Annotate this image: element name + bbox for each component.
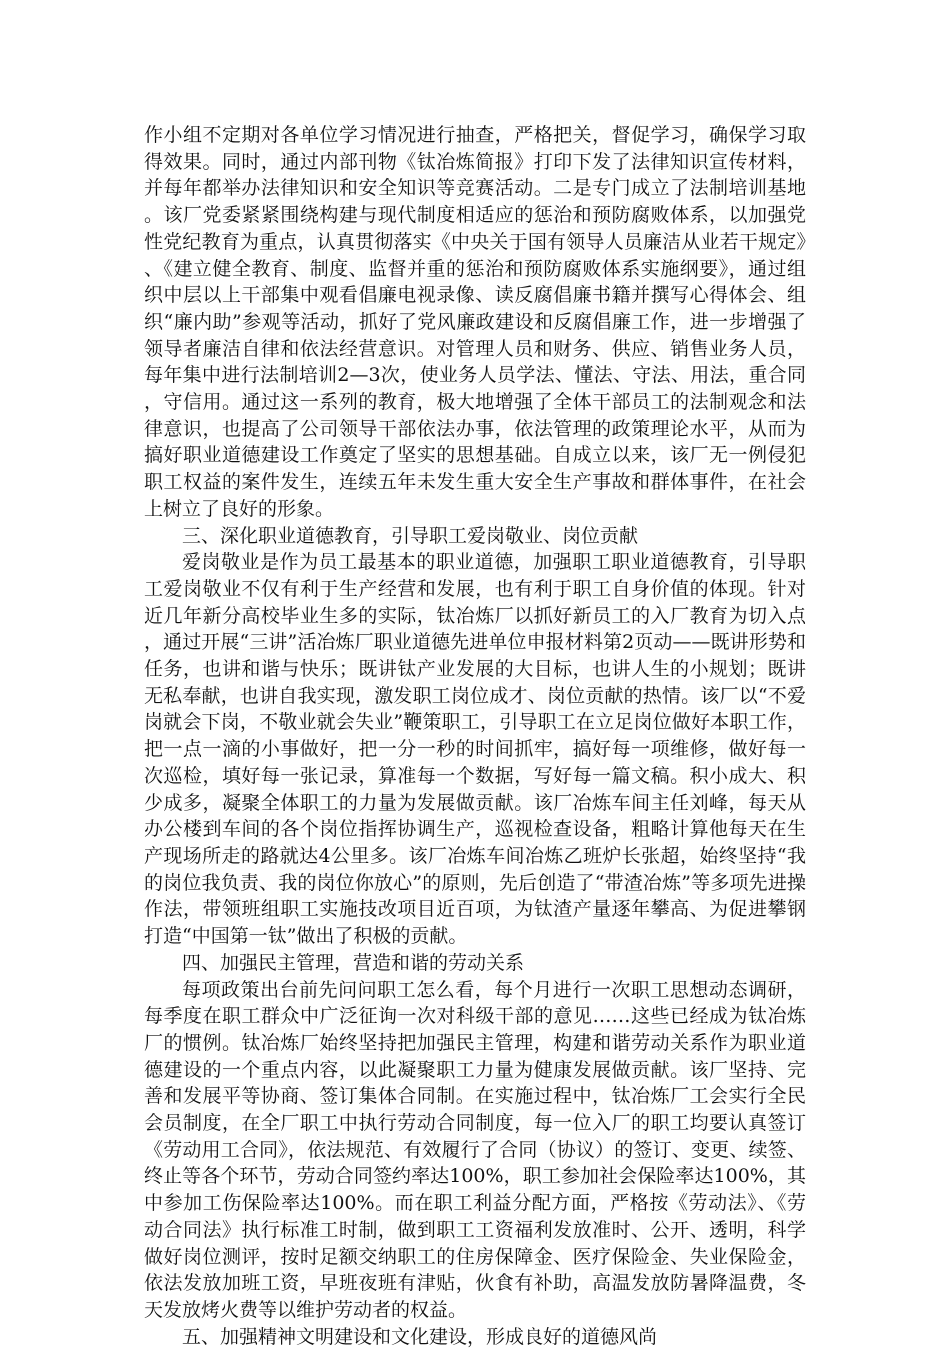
section-heading: 五、加强精神文明建设和文化建设，形成良好的道德风尚 — [182, 1325, 658, 1348]
body-paragraph: 作小组不定期对各单位学习情况进行抽查，严格把关，督促学习，确保学习取得效果。同时，通过内部刊物《钛冶炼简报》打印下发了法律知识宣传材料，并每年都举办法律知识和安全知识等竞赛活动。二是专门成立了法制培训基地。该厂党委紧紧围绕构建与现代制度相适应的惩治和预防腐败体系，以加强党性党纪教育为重点，认真贯彻落实《中央关于国有领导人员廉洁从业若干规定》、《建立健全教育、制度、监督并重的惩治和预防腐败体系实施纲要》，通过组织中层以上干部集中观看倡廉电视录像、读反腐倡廉书籍并撰写心得体会、组织“廉内助”参观等活动，抓好了党风廉政建设和反腐倡廉工作，进一步增强了领导者廉洁自律和依法经营意识。对管理人员和财务、供应、销售业务人员，每年集中进行法制培训2—3次，使业务人员学法、懂法、守法、用法，重合同，守信用。通过这一系列的教育，极大地增强了全体干部员工的法制观念和法律意识，也提高了公司领导干部依法办事，依法管理的政策理论水平，从而为搞好职业道德建设工作奠定了坚实的思想基础。自成立以来，该厂无一例侵犯职工权益的案件发生，连续五年未发生重大安全生产事故和群体事件，在社会上树立了良好的形象。 — [144, 124, 806, 520]
body-paragraph: 每项政策出台前先问问职工怎么看，每个月进行一次职工思想动态调研，每季度在职工群众中广泛征询一次对科级干部的意见……这些已经成为钛冶炼厂的惯例。钛冶炼厂始终坚持把加强民主管理，构建和谐劳动关系作为职业道德建设的一个重点内容，以此凝聚职工力量为健康发展做贡献。该厂坚持、完善和发展平等协商、签订集体合同制。在实施过程中，钛冶炼厂工会实行全民会员制度，在全厂职工中执行劳动合同制度，每一位入厂的职工均要认真签订《劳动用工合同》，依法规范、有效履行了合同（协议）的签订、变更、续签、终止等各个环节，劳动合同签约率达100%，职工参加社会保险率达100%，其中参加工伤保险率达100%。而在职工利益分配方面，严格按《劳动法》、《劳动合同法》执行标准工时制，做到职工工资福利发放准时、公开、透明，科学做好岗位测评，按时足额交纳职工的住房保障金、医疗保险金、失业保险金，依法发放加班工资，早班夜班有津贴，伙食有补助，高温发放防暑降温费，冬天发放烤火费等以维护劳动者的权益。 — [144, 978, 806, 1321]
section-heading: 四、加强民主管理，营造和谐的劳动关系 — [182, 951, 525, 974]
section-heading: 三、深化职业道德教育，引导职工爱岗敬业、岗位贡献 — [182, 524, 639, 547]
body-paragraph: 爱岗敬业是作为员工最基本的职业道德，加强职工职业道德教育，引导职工爱岗敬业不仅有利于生产经营和发展，也有利于职工自身价值的体现。针对近几年新分高校毕业生多的实际，钛冶炼厂以抓好新员工的入厂教育为切入点，通过开展“三讲”活冶炼厂职业道德先进单位申报材料第2页动——既讲形势和任务，也讲和谐与快乐；既讲钛产业发展的大目标，也讲人生的小规划；既讲无私奉献，也讲自我实现，激发职工岗位成才、岗位贡献的热情。该厂以“不爱岗就会下岗，不敬业就会失业”鞭策职工，引导职工在立足岗位做好本职工作，把一点一滴的小事做好，把一分一秒的时间抓牢，搞好每一项维修，做好每一次巡检，填好每一张记录，算准每一个数据，写好每一篇文稿。积小成大、积少成多，凝聚全体职工的力量为发展做贡献。该厂冶炼车间主任刘峰，每天从办公楼到车间的各个岗位指挥协调生产，巡视检查设备，粗略计算他每天在生产现场所走的路就达4公里多。该厂冶炼车间冶炼乙班炉长张超，始终坚持“我的岗位我负责、我的岗位你放心”的原则，先后创造了“带渣冶炼”等多项先进操作法，带领班组职工实施技改项目近百项，为钛渣产量逐年攀高、为促进攀钢打造“中国第一钛”做出了积极的贡献。 — [144, 551, 806, 948]
document-body — [144, 122, 806, 1350]
